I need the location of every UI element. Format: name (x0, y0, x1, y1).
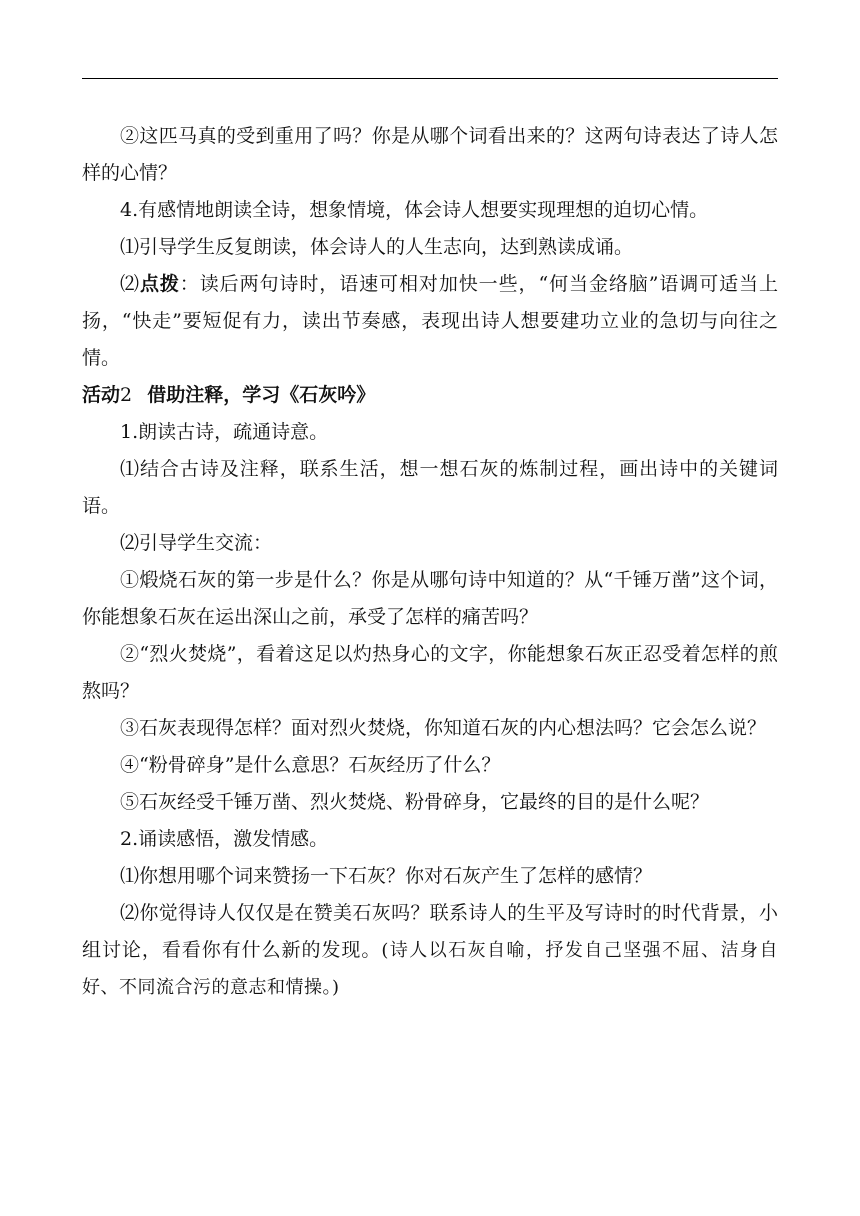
header-rule (82, 78, 778, 79)
paragraph (82, 895, 778, 1006)
paragraph: 1.朗读古诗，疏通诗意。 (120, 421, 329, 443)
paragraph: ⑴结合古诗及注释，联系生活，想一想石灰的炼制过程，画出诗中的关键词语。 (82, 458, 778, 517)
document-body (82, 118, 778, 1006)
heading-label: 活动 (82, 384, 121, 406)
heading-title: 借助注释，学习《石灰吟》 (147, 384, 376, 406)
paragraph: ⑤石灰经受千锤万凿、烈火焚烧、粉骨碎身，它最终的目的是什么呢？ (120, 791, 710, 813)
paragraph: ①煅烧石灰的第一步是什么？你是从哪句诗中知道的？从“千锤万凿”这个词，你能想象石灰在运出深山之前，承受了怎样的痛苦吗？ (82, 569, 778, 628)
paragraph: ②这匹马真的受到重用了吗？你是从哪个词看出来的？这两句诗表达了诗人怎样的心情？ (82, 125, 778, 184)
answer-note: (诗人以石灰自喻，抒发自己坚强不屈、洁身自好、不同流合污的意志和情操。) (82, 940, 778, 998)
paragraph: ②“烈火焚烧”，看着这足以灼热身心的文字，你能想象石灰正忍受着怎样的煎熬吗？ (82, 643, 778, 702)
section-heading (82, 377, 778, 414)
paragraph (82, 266, 778, 377)
bold-keyword: 点拨 (139, 273, 180, 295)
paragraph: ⑵引导学生交流： (120, 532, 273, 554)
paragraph-prefix: ⑵ (120, 273, 140, 295)
paragraph-text: ：读后两句诗时，语速可相对加快一些，“何当金络脑”语调可适当上扬，“快走”要短促有力，读出节奏感，表现出诗人想要建功立业的急切与向往之情。 (82, 273, 778, 369)
paragraph: 4.有感情地朗读全诗，想象情境，体会诗人想要实现理想的迫切心情。 (120, 199, 709, 221)
paragraph: ⑴引导学生反复朗读，体会诗人的人生志向，达到熟读成诵。 (120, 236, 634, 258)
paragraph: ③石灰表现得怎样？面对烈火焚烧，你知道石灰的内心想法吗？它会怎么说？ (120, 717, 767, 739)
paragraph: 2.诵读感悟，激发情感。 (120, 828, 329, 850)
heading-number: 2 (120, 384, 133, 406)
paragraph: ⑴你想用哪个词来赞扬一下石灰？你对石灰产生了怎样的感情？ (120, 865, 653, 887)
paragraph-text: ⑵你觉得诗人仅仅是在赞美石灰吗？联系诗人的生平及写诗时的时代背景，小组讨论，看看你有什么新的发现。 (82, 902, 778, 961)
paragraph: ④“粉骨碎身”是什么意思？石灰经历了什么？ (120, 754, 501, 776)
